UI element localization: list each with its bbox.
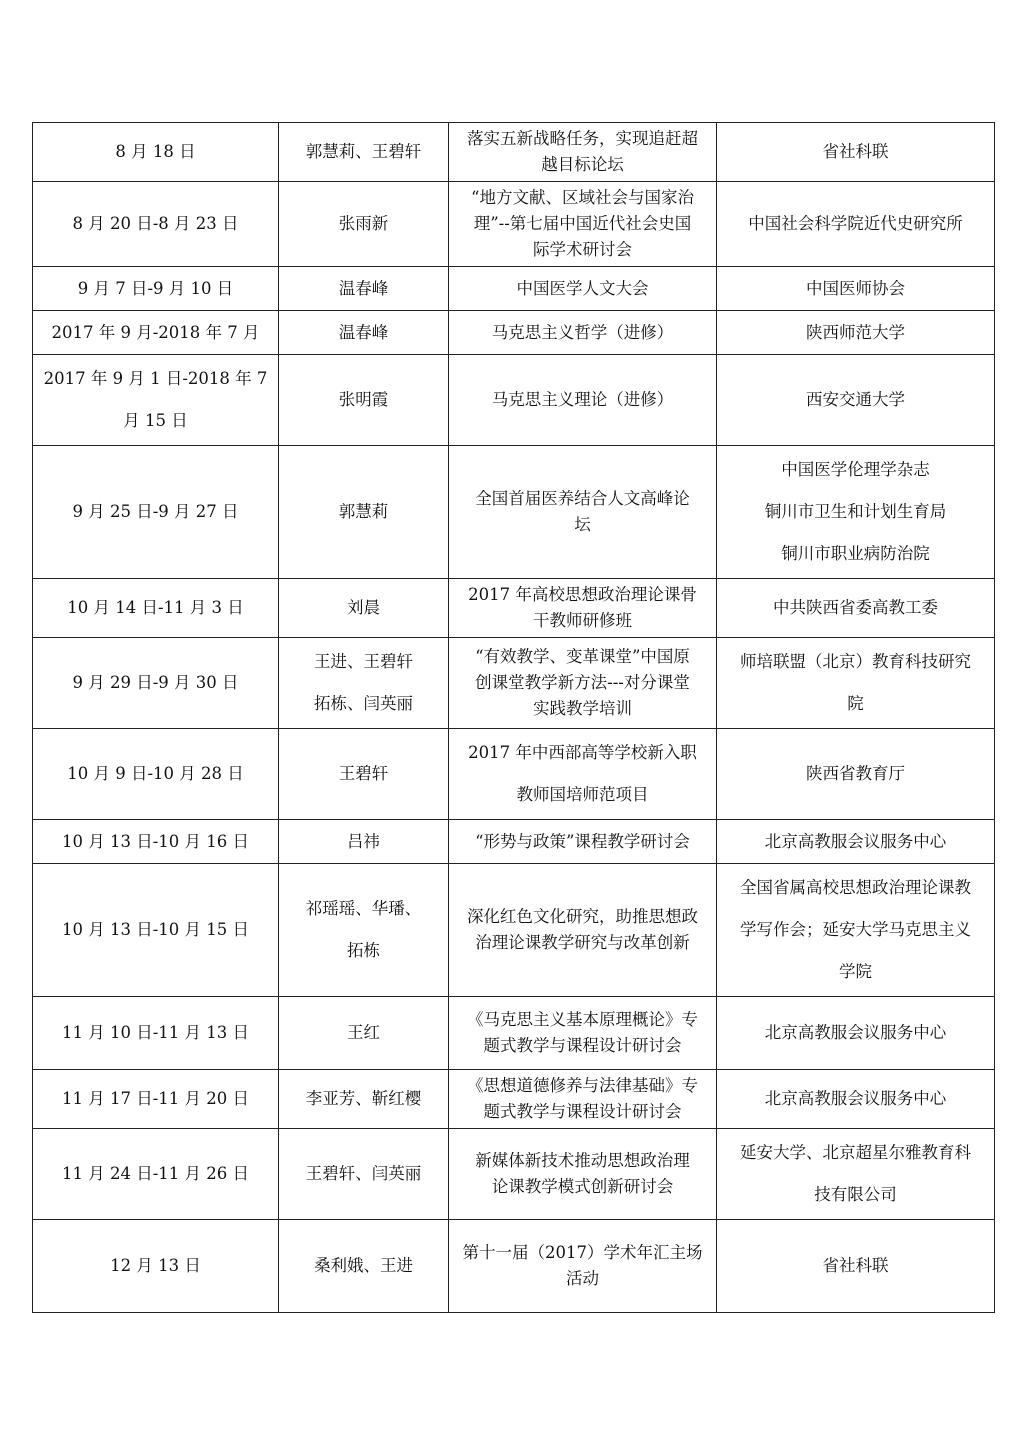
event-cell <box>449 182 717 267</box>
organizer-cell-line: 延安大学、北京超星尔雅教育科 <box>740 1143 971 1162</box>
organizer-cell-line: 学写作会；延安大学马克思主义 <box>740 920 971 939</box>
people-cell <box>279 182 449 267</box>
organizer-cell-line: 省社科联 <box>822 1256 889 1275</box>
event-cell <box>449 446 717 579</box>
event-cell-line: 新媒体新技术推动思想政治理 <box>475 1151 690 1170</box>
people-cell <box>279 820 449 864</box>
organizer-cell <box>717 182 995 267</box>
organizer-cell-line: 铜川市卫生和计划生育局 <box>764 502 947 521</box>
organizer-cell-line: 陕西省教育厅 <box>806 764 905 783</box>
organizer-cell-line: 院 <box>847 694 864 713</box>
event-cell-line: 教师国培师范项目 <box>516 785 649 804</box>
date-cell <box>33 182 279 267</box>
date-cell <box>33 864 279 997</box>
event-cell <box>449 820 717 864</box>
organizer-cell <box>717 864 995 997</box>
event-cell-line: 马克思主义哲学（进修） <box>491 322 674 342</box>
organizer-cell-line: 中国医学伦理学杂志 <box>781 460 930 479</box>
organizer-cell <box>717 1220 995 1313</box>
event-cell <box>449 579 717 638</box>
people-cell <box>279 864 449 997</box>
table-row <box>33 579 995 638</box>
date-cell-line: 10 月 13 日-10 月 15 日 <box>61 920 250 939</box>
table-row <box>33 311 995 355</box>
date-cell <box>33 1129 279 1220</box>
table-row <box>33 729 995 820</box>
people-cell <box>279 997 449 1070</box>
table-row <box>33 1220 995 1313</box>
event-cell-line: 坛 <box>574 515 591 534</box>
people-cell-line: 拓栋、闫英丽 <box>314 694 413 713</box>
event-cell-line: 论课教学模式创新研讨会 <box>491 1177 674 1196</box>
date-cell <box>33 579 279 638</box>
organizer-cell <box>717 1070 995 1129</box>
date-cell-line: 11 月 17 日-11 月 20 日 <box>61 1089 250 1108</box>
date-cell <box>33 820 279 864</box>
organizer-cell-line: 全国省属高校思想政治理论课教 <box>740 878 971 897</box>
date-cell <box>33 729 279 820</box>
organizer-cell-line: 西安交通大学 <box>806 390 905 409</box>
people-cell <box>279 638 449 729</box>
people-cell <box>279 355 449 446</box>
people-cell-line: 桑利娥、王进 <box>314 1256 413 1275</box>
date-cell-line: 10 月 13 日-10 月 16 日 <box>61 831 250 851</box>
people-cell <box>279 579 449 638</box>
people-cell-line: 温春峰 <box>338 278 389 298</box>
date-cell <box>33 638 279 729</box>
organizer-cell-line: 技有限公司 <box>814 1185 897 1204</box>
organizer-cell-line: 中共陕西省委高教工委 <box>773 598 938 617</box>
event-cell <box>449 267 717 311</box>
organizer-cell-line: 北京高教服会议服务中心 <box>764 1089 947 1108</box>
date-cell <box>33 1220 279 1313</box>
date-cell-line: 10 月 14 日-11 月 3 日 <box>67 598 244 617</box>
event-cell-line: 干教师研修班 <box>533 611 632 630</box>
event-cell-line: “形势与政策”课程教学研讨会 <box>475 831 690 851</box>
event-cell <box>449 729 717 820</box>
people-cell-line: 温春峰 <box>338 322 389 342</box>
event-cell <box>449 638 717 729</box>
date-cell-line: 9 月 7 日-9 月 10 日 <box>77 278 234 298</box>
people-cell-line: 王碧轩 <box>338 764 389 783</box>
organizer-cell <box>717 579 995 638</box>
organizer-cell-line: 北京高教服会议服务中心 <box>764 831 947 851</box>
date-cell-line: 9 月 29 日-9 月 30 日 <box>72 673 239 692</box>
organizer-cell-line: 铜川市职业病防治院 <box>781 544 930 563</box>
event-cell-line: 全国首届医养结合人文高峰论 <box>475 489 690 508</box>
date-cell-line: 8 月 18 日 <box>115 142 196 161</box>
organizer-cell <box>717 820 995 864</box>
event-cell-line: “地方文献、区域社会与国家治 <box>471 188 694 207</box>
date-cell-line: 2017 年 9 月-2018 年 7 月 <box>51 322 260 342</box>
table-row <box>33 820 995 864</box>
organizer-cell-line: 陕西师范大学 <box>806 322 905 342</box>
event-cell-line: 理”--第七届中国近代社会史国 <box>473 214 692 233</box>
schedule-table-body <box>33 123 995 1313</box>
date-cell-line: 8 月 20 日-8 月 23 日 <box>72 214 239 233</box>
people-cell-line: 张明霞 <box>338 390 389 409</box>
event-cell-line: 越目标论坛 <box>541 155 624 174</box>
date-cell-line: 2017 年 9 月 1 日-2018 年 7 <box>43 369 268 388</box>
date-cell <box>33 267 279 311</box>
table-row <box>33 864 995 997</box>
people-cell-line: 郭慧莉 <box>338 502 389 521</box>
people-cell <box>279 1129 449 1220</box>
organizer-cell <box>717 638 995 729</box>
event-cell <box>449 1129 717 1220</box>
people-cell-line: 张雨新 <box>338 214 389 233</box>
table-row <box>33 1070 995 1129</box>
date-cell-line: 9 月 25 日-9 月 27 日 <box>72 502 239 521</box>
date-cell <box>33 997 279 1070</box>
date-cell-line: 10 月 9 日-10 月 28 日 <box>67 764 244 783</box>
date-cell-line: 11 月 24 日-11 月 26 日 <box>61 1164 250 1183</box>
organizer-cell-line: 省社科联 <box>822 142 889 161</box>
organizer-cell-line: 学院 <box>839 962 872 981</box>
organizer-cell <box>717 311 995 355</box>
date-cell <box>33 311 279 355</box>
table-row <box>33 446 995 579</box>
event-cell-line: 第十一届（2017）学术年汇主场 <box>462 1243 703 1262</box>
event-cell-line: 2017 年高校思想政治理论课骨 <box>468 585 697 604</box>
event-cell <box>449 864 717 997</box>
organizer-cell-line: 师培联盟（北京）教育科技研究 <box>740 652 971 671</box>
people-cell-line: 王红 <box>347 1023 380 1042</box>
schedule-table <box>32 122 995 1313</box>
people-cell-line: 祁瑶瑶、华璠、 <box>305 899 422 918</box>
event-cell-line: 2017 年中西部高等学校新入职 <box>468 743 697 762</box>
date-cell <box>33 446 279 579</box>
table-row <box>33 182 995 267</box>
event-cell-line: 实践教学培训 <box>533 699 632 718</box>
event-cell-line: 题式教学与课程设计研讨会 <box>483 1102 682 1121</box>
event-cell <box>449 1220 717 1313</box>
event-cell-line: 治理论课教学研究与改革创新 <box>475 933 690 952</box>
event-cell-line: 《马克思主义基本原理概论》专 <box>467 1010 698 1029</box>
people-cell <box>279 267 449 311</box>
event-cell <box>449 355 717 446</box>
people-cell <box>279 729 449 820</box>
people-cell <box>279 1220 449 1313</box>
people-cell-line: 郭慧莉、王碧轩 <box>305 142 422 161</box>
date-cell-line: 12 月 13 日 <box>110 1256 201 1275</box>
people-cell-line: 李亚芳、靳红樱 <box>305 1089 422 1108</box>
date-cell-line: 月 15 日 <box>123 411 188 430</box>
table-row <box>33 997 995 1070</box>
event-cell-line: 马克思主义理论（进修） <box>491 390 674 409</box>
organizer-cell <box>717 355 995 446</box>
event-cell <box>449 311 717 355</box>
date-cell <box>33 1070 279 1129</box>
date-cell <box>33 123 279 182</box>
table-row <box>33 355 995 446</box>
event-cell-line: 落实五新战略任务，实现追赶超 <box>467 129 698 148</box>
date-cell <box>33 355 279 446</box>
organizer-cell <box>717 123 995 182</box>
event-cell <box>449 1070 717 1129</box>
people-cell-line: 刘晨 <box>347 598 380 617</box>
event-cell <box>449 123 717 182</box>
organizer-cell-line: 北京高教服会议服务中心 <box>764 1023 947 1042</box>
event-cell-line: 题式教学与课程设计研讨会 <box>483 1036 682 1055</box>
organizer-cell <box>717 1129 995 1220</box>
people-cell-line: 王碧轩、闫英丽 <box>305 1164 422 1183</box>
event-cell-line: 深化红色文化研究，助推思想政 <box>467 907 698 926</box>
event-cell-line: 中国医学人文大会 <box>516 278 649 298</box>
people-cell <box>279 446 449 579</box>
organizer-cell-line: 中国医师协会 <box>806 278 905 298</box>
event-cell-line: “有效教学、变革课堂”中国原 <box>475 647 690 666</box>
table-row <box>33 267 995 311</box>
organizer-cell <box>717 997 995 1070</box>
event-cell-line: 《思想道德修养与法律基础》专 <box>467 1076 698 1095</box>
people-cell-line: 王进、王碧轩 <box>314 652 413 671</box>
people-cell-line: 拓栋 <box>347 941 380 960</box>
organizer-cell <box>717 446 995 579</box>
date-cell-line: 11 月 10 日-11 月 13 日 <box>61 1023 250 1042</box>
event-cell-line: 际学术研讨会 <box>533 240 632 259</box>
event-cell <box>449 997 717 1070</box>
people-cell <box>279 123 449 182</box>
people-cell <box>279 1070 449 1129</box>
organizer-cell-line: 中国社会科学院近代史研究所 <box>748 214 963 233</box>
event-cell-line: 活动 <box>566 1269 599 1288</box>
event-cell-line: 创课堂教学新方法---对分课堂 <box>475 673 690 692</box>
organizer-cell <box>717 267 995 311</box>
people-cell-line: 吕祎 <box>347 831 380 851</box>
organizer-cell <box>717 729 995 820</box>
people-cell <box>279 311 449 355</box>
table-row <box>33 638 995 729</box>
table-row <box>33 123 995 182</box>
table-row <box>33 1129 995 1220</box>
